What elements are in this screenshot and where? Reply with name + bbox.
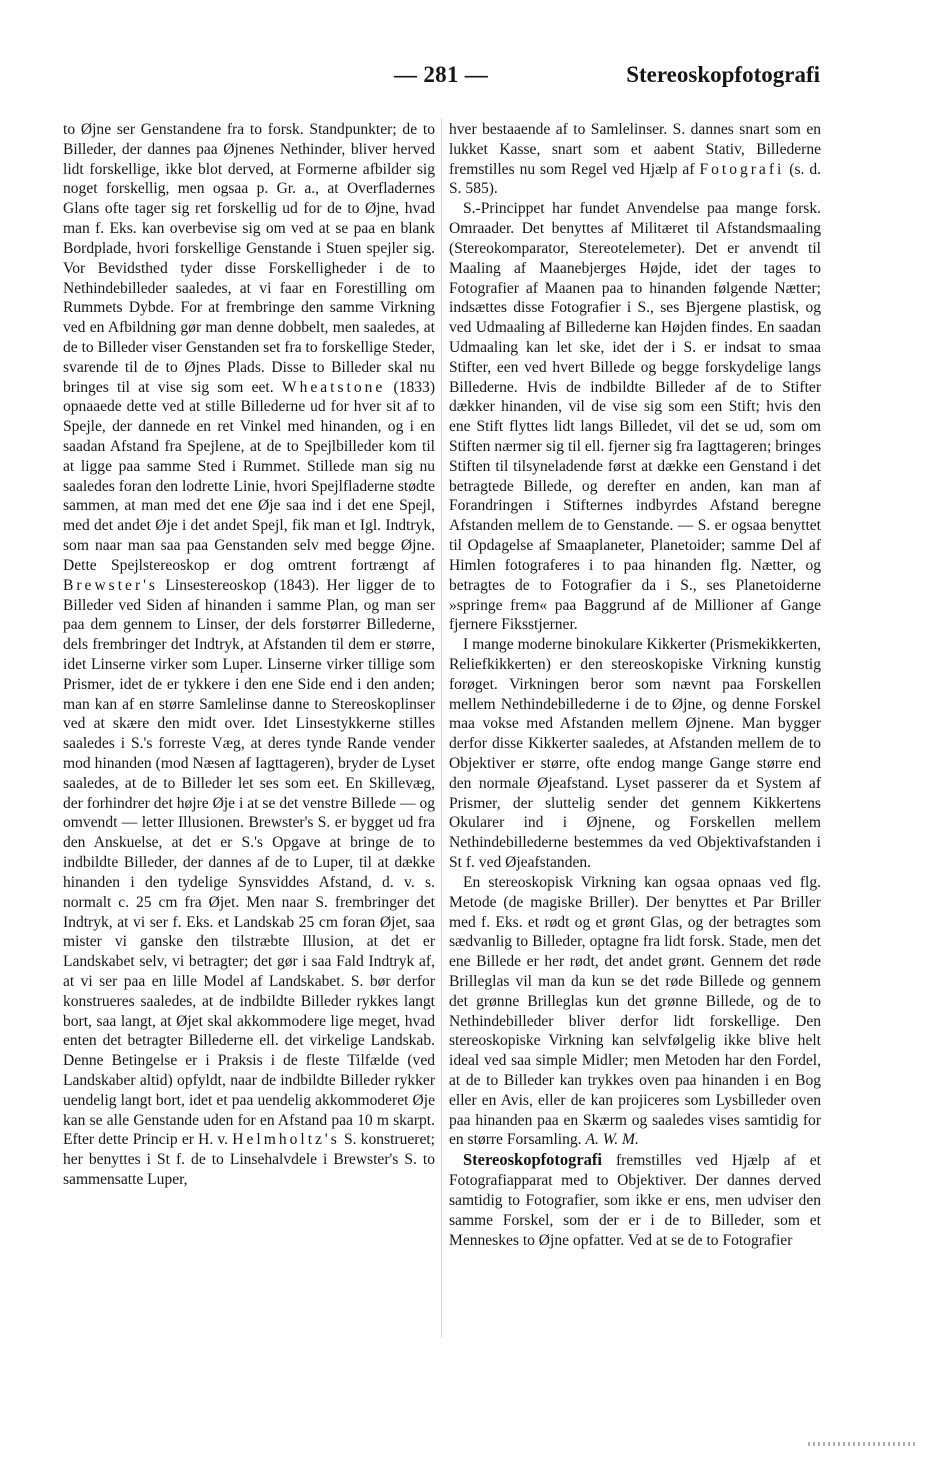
text-segment: fremstilles ved Hjælp af et Fotografiapparat med to Objektiver. Der dannes derved samtidig to Fotografier, som ikke er ens, men udviser den samme Forskel, som der er i de to Billeder, som et Menneskes to Øjne opfatter. Ved at se de to Fotografier: [449, 1152, 821, 1249]
running-head: Stereoskopfotografi: [626, 62, 820, 87]
text-segment: Linsestereoskop (1843). Her ligger de to Billeder ved Siden af hinanden i samme Plan, og man ser paa dem gennem to Linser, der dels forstørrer Billederne, dels frembringer det Indtryk, at Afstanden til dem er større, idet Linserne virker som Luper. Linserne virker tillige som Prismer, idet de er tykkere i den ene Side end i den anden; man kan af en større Samlelinse danne to Stereoskoplinser ved at skære den midt over. Idet Linsestykkerne stilles saaledes i S.'s forreste Væg, at deres tynde Rande vender mod hinanden (mod Næsen af Iagttageren), bryder de Lyset saaledes, at de to Billeder let ses som eet. En Skillevæg, der forhindrer det højre Øje i at se det venstre Billede — og omvendt — letter Illusionen. Brewster's S. er bygget ud fra den Anskuelse, at det er S.'s Opgave at bringe de to indbildte Billeder, der dannes af de to Luper, til at dække hinanden i den tydelige Synsviddes Afstand, d. v. s. normalt c. 25 cm fra Øjet. Men naar S. frembringer det Indtryk, at vi ser f. Eks. et Landskab 25 cm foran Øjet, saa mister vi ganske den tilstræbte Illusion, at det er Landskabet selv, vi betragter; det gør i saa Fald Indtryk af, at vi ser paa en lille Model af Landskabet. S. bør derfor konstrueres saaledes, at de indbildte Billeder rykkes langt bort, saa langt, at Øjet skal akkommodere lige meget, hvad enten det betragter Billederne ell. det virkelige Landskab. Denne Betingelse er i Praksis i de fleste Tilfælde (ved Landskaber altid) opfyldt, naar de indbildte Billeder rykker uendelig langt bort, idet et paa uendelig akkommoderet Øje kan se alle Genstande uden for en Afstand paa 10 m skarpt. Efter dette Princip er H. v.: [63, 576, 435, 1149]
paragraph: [449, 873, 821, 1150]
right-column: [449, 120, 821, 1250]
left-column: [63, 120, 435, 1190]
entry-headword: Stereoskopfotografi: [463, 1150, 603, 1170]
paragraph: [449, 120, 821, 199]
text-segment: (1833) opnaaede dette ved at stille Billederne ud for hver sit af to Spejle, der dannede en ret Vinkel med hinanden, og i en saadan Afstand fra Spejlene, at de to Spejlbilleder kom til at ligge paa samme Sted i Rummet. Stillede man sig nu saaledes foran den lodrette Linie, hvori Spejlfladerne stødte sammen, at man med det ene Øje saa ind i det ene Spejl, med det andet Øje i det andet Spejl, fik man et Igl. Indtryk, som naar man saa paa Genstanden selv med begge Øjne. Dette Spejlstereoskop er dog omtrent fortrængt af: [63, 378, 435, 574]
spaced-name: Wheatstone: [281, 378, 386, 396]
paragraph: [449, 1150, 821, 1250]
page-number: — 281 —: [394, 62, 489, 87]
column-divider: [441, 118, 442, 1338]
scan-artifact: [808, 1442, 918, 1446]
author-signature: A. W. M.: [585, 1131, 639, 1149]
paragraph: I mange moderne binokulare Kikkerter (Prismekikkerten, Reliefkikkerten) er den stereoskopiske Virkning kunstig forøget. Virkningen beror som nævnt paa Forskellen mellem Nethindebillederne i de to Øjne, og denne Forskel maa vokse med Afstanden mellem Øjnene. Man bygger derfor disse Kikkerter saaledes, at Afstanden mellem de to Objektiver er større, ofte endog mange Gange større end den normale Øjeafstand. Lyset passerer da et System af Prismer, der sluttelig sender det gennem Kikkertens Okularer ind i Øjnene, og Forskellen mellem Nethindebillederne bestemmes da ved Objektivafstanden i St f. ved Øjeafstanden.: [449, 636, 821, 872]
paragraph: [63, 120, 435, 1190]
spaced-name: Brewster's: [63, 576, 158, 594]
text-segment: (s. d. S. 585).: [449, 160, 821, 198]
text-segment: hver bestaaende af to Samlelinser. S. dannes snart som en lukket Kasse, snart som et aabent Stativ, Billederne fremstilles nu som Regel ved Hjælp af: [449, 121, 821, 178]
text-segment: to Øjne ser Genstandene fra to forsk. Standpunkter; de to Billeder, der dannes paa Øjnenes Nethinder, bliver herved lidt forskellige, ikke blot derved, at Formerne afbilder sig noget forskellig, men ogsaa p. Gr. a., at Overfladernes Glans ofte tager sig ret forskellig ud for de to Øjne, hvad man f. Eks. kan overbevise sig om ved at se paa en blank Bordplade, hvori forskellige Genstande i Stuen spejler sig. Vor Bevidsthed tyder disse Forskelligheder i de to Nethindebilleder saaledes, at vi faar en Forestilling om Rummets Dybde. For at frembringe den samme Virkning ved en Afbildning gør man denne dobbelt, men saaledes, at de to Billeder viser Genstanden set fra to forskellige Steder, svarende til de to Øjnes Plads. Disse to Billeder skal nu bringes til at vise sig som eet.: [63, 121, 435, 396]
paragraph: S.-Princippet har fundet Anvendelse paa mange forsk. Omraader. Det benyttes af Militæret til Afstandsmaaling (Stereokomparator, Stereotelemeter). Det er anvendt til Maaling af Maanebjerges Højde, idet der tages to Fotografier af Maanen paa to hinanden følgende Nætter; indsættes disse Fotografier i S., ses Bjergene plastisk, og ved Udmaaling af Billederne kan Højden findes. En saadan Udmaaling kan let ske, idet der i S. er indsat to smaa Stifter, een ved hvert Billede og begge forskydelige langs Billederne. Hvis de indbildte Billeder af de to Stifter dækker hinanden, vil de vise sig som een Stift; hvis den ene Stift flyttes lidt langs Billedet, vil det se ud, som om Stiften nærmer sig til ell. fjerner sig fra Iagttageren; bringes Stiften til tilsyneladende først at dække een Genstand i det betragtede Billede, og derefter en anden, kan man af Forandringen i Stifternes indbyrdes Afstand beregne Afstanden mellem de to Genstande. — S. er ogsaa benyttet til Opdagelse af Smaaplaneter, Planetoider; samme Del af Himlen fotograferes i to paa hinanden flg. Nætter, og betragtes de to Fotografier da i S., ses Planetoiderne »springe frem« paa Baggrund af de Millioner af Gange fjernere Fiksstjerner.: [449, 200, 821, 634]
spaced-name: Helmholtz's: [232, 1131, 340, 1149]
page-header: [64, 60, 820, 100]
spaced-word: Fotografi: [699, 160, 785, 178]
text-segment: S. konstrueret; her benyttes i St f. de to Linsehalvdele i Brewster's S. to sammensatte Luper,: [63, 1131, 435, 1189]
text-segment: En stereoskopisk Virkning kan ogsaa opnaas ved flg. Metode (de magiske Briller). Der benyttes et Par Briller med f. Eks. et rødt og et grønt Glas, og der betragtes som sædvanlig to Billeder, optagne fra lidt forsk. Stade, men det ene Billede er her rødt, det andet grønt. Gennem det røde Brilleglas vil man da kun se det røde Billede og gennem det grønne Brilleglas kun det grønne Billede, og de to Nethindebilleder bliver derfor lidt forskellige. Den stereoskopiske Virkning kan selvfølgelig ikke blive helt ideal ved saa simple Midler; men Metoden har den Fordel, at de to Billeder kan trykkes oven paa hinanden i en Bog eller en Avis, eller de kan projiceres som Lysbilleder oven paa hinanden paa en Skærm og saaledes vises samtidig for en større Forsamling.: [449, 873, 821, 1149]
